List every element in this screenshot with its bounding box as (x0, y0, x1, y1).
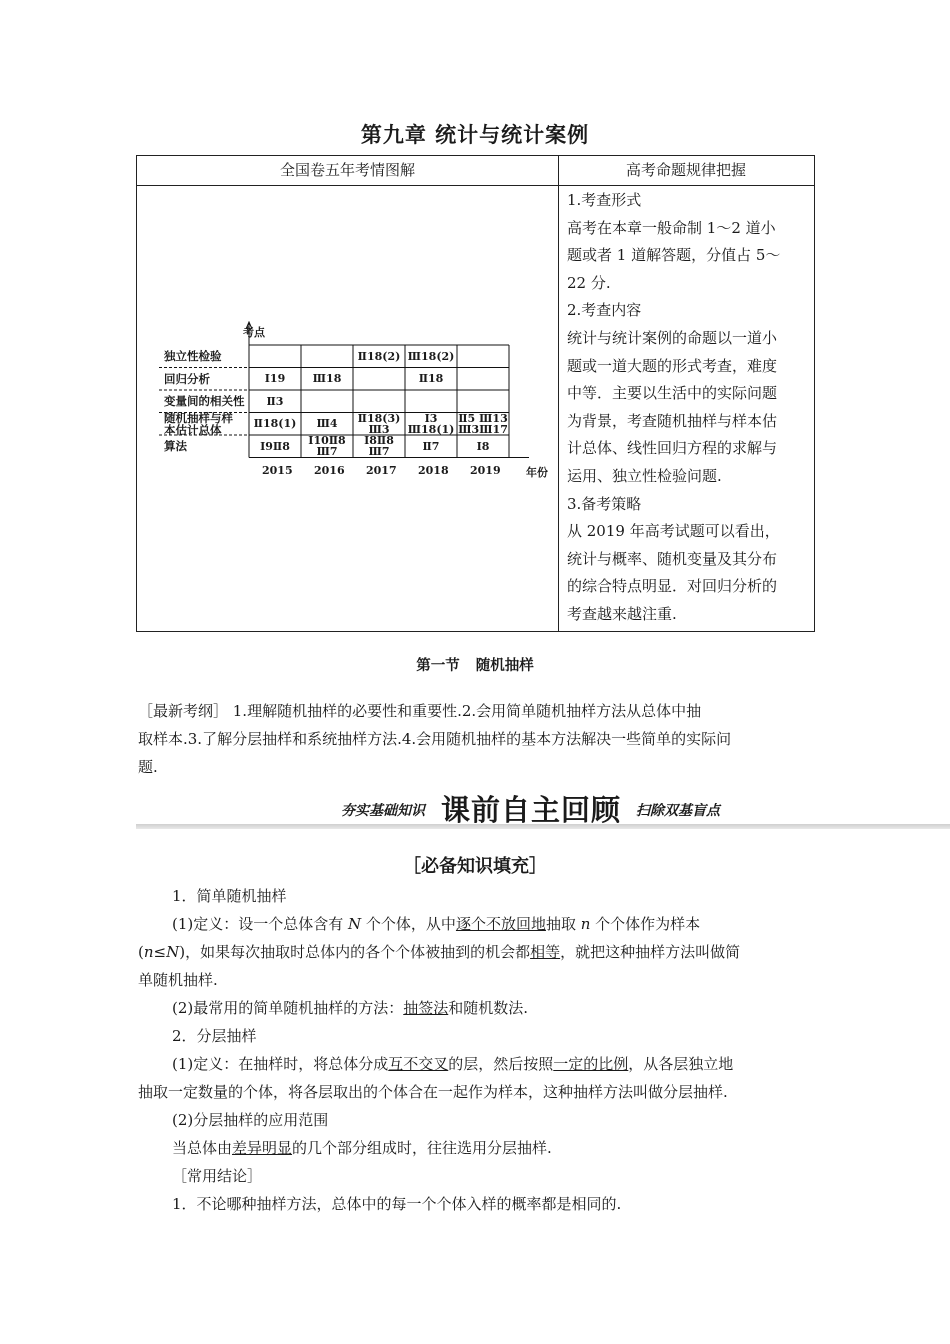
chart-cell (457, 413, 509, 435)
rule-line: 2.考查内容 (567, 301, 642, 320)
review-banner (136, 790, 950, 830)
rule-line: 高考在本章一般命制 1～2 道小 (567, 218, 776, 237)
rule-line: 考查越来越注重. (567, 604, 677, 623)
s1-heading: 1．简单随机抽样 (172, 887, 287, 905)
chart-cell (353, 435, 405, 457)
chart-cell-text: Ⅱ3 (266, 394, 284, 408)
rule-line: 1.考查形式 (567, 191, 642, 209)
chart-cell-text: Ⅲ3 (368, 422, 390, 436)
chart-cell (301, 418, 353, 429)
exam-points-chart (159, 321, 559, 481)
s1-definition-line3: 单随机抽样. (138, 971, 218, 989)
chart-cell-text: Ⅲ4 (316, 417, 338, 431)
chart-cell (301, 435, 353, 457)
row-label-line: 回归分析 (164, 371, 210, 386)
chart-cell-text: Ⅱ18 (418, 372, 444, 386)
rule-line: 题或一道大题的形式考查，难度 (567, 356, 778, 375)
chart-cell (249, 373, 301, 384)
blank-answer: 一定的比例 (553, 1055, 629, 1073)
section-title (0, 654, 950, 675)
row-label-line: 本估计总体 (164, 422, 222, 437)
chart-cell (353, 413, 405, 435)
rule-line: 的综合特点明显．对回归分析的 (567, 577, 778, 596)
syllabus-line-2: 取样本.3.了解分层抽样和系统抽样方法.4.会用随机抽样的基本方法解决一些简单的实际问 (138, 730, 732, 748)
chart-cell-text: Ⅱ7 (422, 439, 440, 453)
s1-methods: (2)最常用的简单随机抽样的方法：抽签法和随机数法. (172, 999, 529, 1017)
blank-answer: 抽签法 (403, 999, 449, 1017)
rule-line: 为背景，考查随机抽样与样本估 (567, 411, 778, 430)
chart-cell-text: Ⅰ9Ⅱ8 (260, 439, 290, 453)
chart-cell-text: Ⅰ10Ⅱ8 (308, 434, 346, 448)
conclusion-title: ［常用结论］ (172, 1167, 263, 1185)
rule-line: 题或者 1 道解答题，分值占 5～ (567, 246, 781, 265)
row-label-line: 算法 (164, 439, 187, 454)
chart-cell-text: Ⅱ18(1) (253, 417, 297, 431)
chart-cell-text: Ⅲ3Ⅲ17 (458, 422, 508, 436)
rule-line: 从 2019 年高考试题可以看出， (567, 522, 780, 541)
left-header: 全国卷五年考情图解 (137, 156, 558, 186)
chart-cell (405, 413, 457, 435)
syllabus-line-3: 题. (138, 758, 158, 776)
exam-rules-text (567, 187, 807, 629)
x-tick-label: 2016 (314, 464, 345, 477)
banner-title: 课前自主回顾 (441, 793, 622, 827)
s2-scope-text: 当总体由差异明显的几个部分组成时，往往选用分层抽样. (172, 1139, 552, 1157)
row-label-line: 变量间的相关性 (164, 394, 245, 409)
banner-left-text: 夯实基础知识 (341, 803, 425, 819)
chart-cell-text: Ⅰ19 (264, 372, 286, 386)
row-label (164, 412, 233, 436)
s1-definition-line1: (1)定义：设一个总体含有 N 个个体，从中逐个不放回地抽取 n 个个体作为样本 (172, 915, 701, 933)
chart-cell (405, 373, 457, 384)
chart-cell (249, 418, 301, 429)
rule-line: 统计与概率、随机变量及其分布 (567, 549, 778, 568)
s1-definition-line2: (n≤N)，如果每次抽取时总体内的各个个体被抽到的机会都相等，就把这种抽样方法叫做简 (138, 943, 741, 961)
row-label (164, 395, 245, 407)
chart-cell (353, 351, 405, 362)
section-name: 随机抽样 (475, 658, 534, 674)
x-axis-title: 年份 (526, 466, 548, 479)
chart-cell-text: Ⅲ18 (312, 372, 342, 386)
row-label (164, 350, 222, 362)
row-label-line: 独立性检验 (164, 349, 222, 364)
rule-line: 统计与统计案例的命题以一道小 (567, 328, 778, 347)
conclusion-1: 1．不论哪种抽样方法，总体中的每一个个体入样的概率都是相同的. (172, 1195, 622, 1213)
rule-line: 3.备考策略 (567, 494, 642, 513)
x-tick-label: 2017 (366, 464, 397, 477)
x-tick-label: 2018 (418, 464, 449, 477)
s2-scope-heading: (2)分层抽样的应用范围 (172, 1111, 329, 1129)
chart-cell-text: Ⅰ3 (424, 411, 438, 425)
row-label (164, 373, 210, 385)
knowledge-box-title: ［必备知识填充］ (403, 856, 547, 877)
rule-line: 中等．主要以生活中的实际问题 (567, 384, 778, 403)
blank-answer: 相等 (530, 943, 561, 961)
x-tick-label: 2019 (470, 464, 501, 477)
chart-cell-text: Ⅰ8Ⅱ8 (364, 434, 394, 448)
chart-cell-text: Ⅰ8 (476, 439, 490, 453)
rule-line: 运用、独立性检验问题. (567, 466, 722, 485)
blank-answer: 互不交叉 (388, 1055, 449, 1073)
y-axis-title: 考点 (243, 326, 265, 339)
rule-line: 计总体、线性回归方程的求解与 (567, 439, 778, 458)
row-label (164, 440, 187, 452)
right-header: 高考命题规律把握 (558, 156, 814, 186)
x-tick-label: 2015 (262, 464, 293, 477)
chapter-title: 第九章 统计与统计案例 (360, 123, 590, 147)
exam-overview-table (136, 155, 815, 632)
chart-cell (249, 396, 301, 407)
row-label-line: 随机抽样与样 (164, 410, 233, 425)
chart-cell-text: Ⅲ7 (368, 445, 390, 459)
banner-right-text: 扫除双基盲点 (636, 803, 720, 819)
chart-cell (405, 351, 457, 362)
rule-line: 22 分. (567, 273, 611, 292)
chart-cell (457, 441, 509, 452)
chart-cell (249, 441, 301, 452)
blank-answer: 差异明显 (232, 1139, 293, 1157)
s2-definition-line2: 抽取一定数量的个体，将各层取出的个体合在一起作为样本，这种抽样方法叫做分层抽样. (138, 1083, 728, 1101)
chart-cell (405, 441, 457, 452)
chart-cell-text: Ⅱ5 Ⅲ13 (458, 411, 508, 425)
chart-cell-text: Ⅱ18(3) (357, 411, 401, 425)
chart-cell-text: Ⅲ18(1) (407, 422, 455, 436)
section-number: 第一节 (416, 658, 460, 674)
blank-answer: 逐个不放回地 (455, 915, 546, 933)
syllabus-line-1: ［最新考纲］ 1.理解随机抽样的必要性和重要性.2.会用简单随机抽样方法从总体中抽 (138, 702, 702, 720)
chart-cell-text: Ⅱ18(2) (357, 349, 401, 363)
chart-cell (301, 373, 353, 384)
s2-heading: 2．分层抽样 (172, 1027, 257, 1045)
chart-cell-text: Ⅲ18(2) (407, 349, 455, 363)
s2-definition-line1: (1)定义：在抽样时，将总体分成互不交叉的层，然后按照一定的比例，从各层独立地 (172, 1055, 734, 1073)
chart-cell-text: Ⅲ7 (316, 445, 338, 459)
